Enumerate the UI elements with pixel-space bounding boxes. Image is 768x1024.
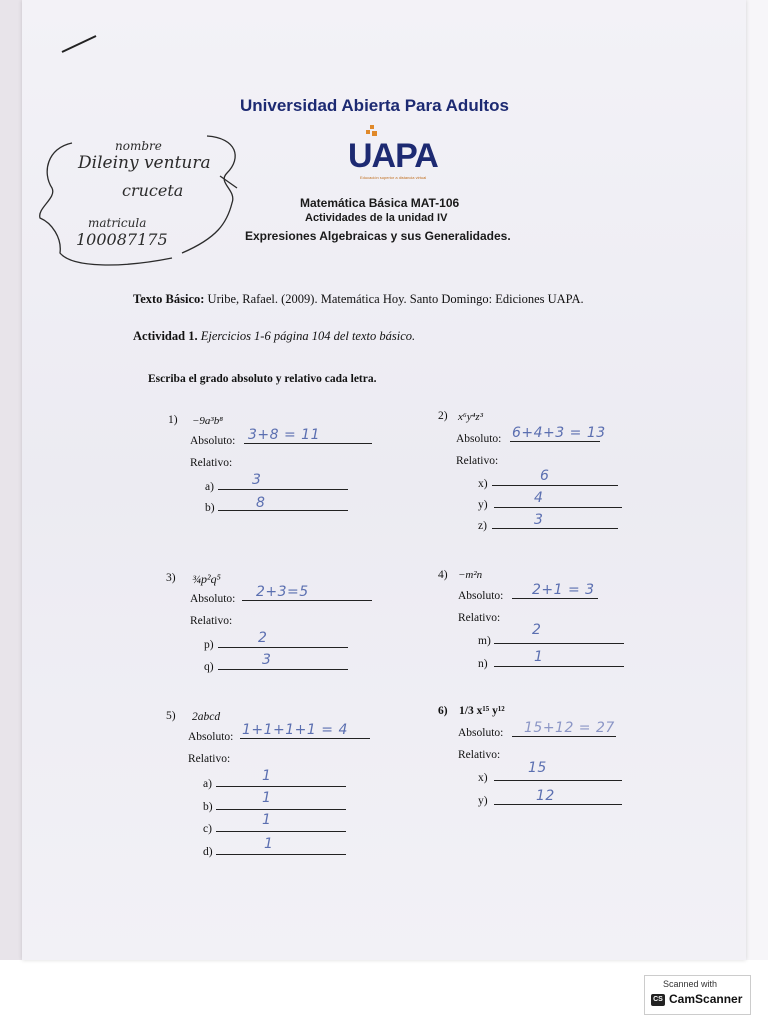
exercise-6-absoluto-label: Absoluto: [458, 727, 504, 739]
answer-line [242, 600, 372, 601]
answer-line [494, 666, 624, 667]
exercise-5-var-a-answer[interactable]: 1 [262, 768, 272, 784]
exercise-1-var-a: a) [205, 481, 214, 493]
exercise-2-absoluto-answer[interactable]: 6+4+3 = 13 [512, 425, 606, 441]
exercise-6-var-y-answer[interactable]: 12 [536, 788, 555, 804]
exercise-4-var-m-answer[interactable]: 2 [532, 622, 542, 638]
exercise-4-absoluto-label: Absoluto: [458, 590, 504, 602]
answer-line [512, 736, 616, 737]
texto-basico [133, 292, 584, 307]
exercise-2-number: 2) [438, 410, 448, 422]
exercise-2-absoluto-label: Absoluto: [456, 433, 502, 445]
exercise-3-absoluto-answer[interactable]: 2+3=5 [256, 584, 309, 600]
answer-line [494, 804, 622, 805]
actividad [133, 329, 415, 344]
exercise-2-var-z: z) [478, 520, 487, 532]
exercise-5-absoluto-answer[interactable]: 1+1+1+1 = 4 [242, 722, 348, 738]
exercise-1-var-b-answer[interactable]: 8 [256, 495, 266, 511]
exercise-5-var-d: d) [203, 846, 213, 858]
exercise-4-var-m: m) [478, 635, 491, 647]
answer-line [216, 786, 346, 787]
exercise-1-absoluto-label: Absoluto: [190, 435, 236, 447]
scanned-with-text: Scanned with [663, 979, 718, 989]
exercise-3-relativo-label: Relativo: [190, 615, 233, 627]
answer-line [218, 647, 348, 648]
exercise-5-absoluto-label: Absoluto: [188, 731, 234, 743]
student-name-2: cruceta [122, 181, 184, 200]
exercise-2-var-z-answer[interactable]: 3 [534, 512, 544, 528]
answer-line [494, 780, 622, 781]
course-title: Matemática Básica MAT-106 [300, 196, 460, 210]
exercise-5-var-b-answer[interactable]: 1 [262, 790, 272, 806]
unit-title: Actividades de la unidad IV [305, 212, 448, 224]
uapa-logo [346, 125, 446, 185]
answer-line [512, 598, 598, 599]
instruction: Escriba el grado absoluto y relativo cada letra. [148, 373, 377, 385]
answer-line [218, 510, 348, 511]
exercise-2-var-x: x) [478, 478, 488, 490]
answer-line [218, 669, 348, 670]
exercise-5-var-c-answer[interactable]: 1 [262, 812, 272, 828]
exercise-3-absoluto-label: Absoluto: [190, 593, 236, 605]
answer-line [494, 643, 624, 644]
answer-line [240, 738, 370, 739]
exercise-6-var-y: y) [478, 795, 488, 807]
answer-line [216, 809, 346, 810]
answer-line [216, 854, 346, 855]
university-title: Universidad Abierta Para Adultos [240, 96, 509, 115]
exercise-6-var-x-answer[interactable]: 15 [528, 760, 547, 776]
exercise-2-var-y: y) [478, 499, 488, 511]
exercise-4-var-n: n) [478, 658, 488, 670]
answer-line [492, 528, 618, 529]
exercise-5-var-a: a) [203, 778, 212, 790]
exercise-5-relativo-label: Relativo: [188, 753, 231, 765]
right-edge [746, 0, 768, 960]
texto-basico-label: Texto Básico: [133, 292, 205, 306]
topic-title: Expresiones Algebraicas y sus Generalidades. [245, 229, 511, 243]
exercise-3-number: 3) [166, 572, 176, 584]
exercise-2-expression: x⁶y⁴z³ [458, 411, 483, 423]
matricula-value: 100087175 [76, 230, 168, 249]
actividad-text: Ejercicios 1-6 página 104 del texto básico. [200, 329, 416, 343]
answer-line [492, 485, 618, 486]
exercise-1-number: 1) [168, 414, 178, 426]
answer-line [244, 443, 372, 444]
exercise-5-number: 5) [166, 710, 176, 722]
exercise-4-var-n-answer[interactable]: 1 [534, 649, 544, 665]
exercise-3-var-q: q) [204, 661, 214, 673]
answer-line [494, 507, 622, 508]
logo-text: UAPA [348, 137, 438, 175]
exercise-6-var-x: x) [478, 772, 488, 784]
exercise-4-number: 4) [438, 569, 448, 581]
camscanner-text: CamScanner [669, 992, 743, 1006]
exercise-1-var-a-answer[interactable]: 3 [252, 472, 262, 488]
exercise-5-expression: 2abcd [192, 711, 221, 723]
exercise-6-relativo-label: Relativo: [458, 749, 501, 761]
logo-tagline: Educación superior a distancia virtual [360, 175, 427, 180]
texto-basico-ref: Uribe, Rafael. (2009). Matemática Hoy. Santo Domingo: Ediciones UAPA. [207, 292, 584, 306]
camscanner-watermark [644, 975, 751, 1015]
exercise-5-var-b: b) [203, 801, 213, 813]
exercise-6-number: 6) [438, 705, 448, 717]
exercise-5-var-d-answer[interactable]: 1 [264, 836, 274, 852]
exercise-4-absoluto-answer[interactable]: 2+1 = 3 [532, 582, 595, 598]
exercise-4-relativo-label: Relativo: [458, 612, 501, 624]
student-name: Dileiny ventura [78, 153, 211, 173]
pen-mark [60, 32, 100, 54]
answer-line [510, 441, 600, 442]
exercise-1-relativo-label: Relativo: [190, 457, 233, 469]
exercise-4-expression: −m²n [458, 569, 483, 581]
exercise-6-absoluto-answer[interactable]: 15+12 = 27 [524, 720, 615, 736]
matricula-label: matricula [88, 216, 147, 230]
exercise-2-relativo-label: Relativo: [456, 455, 499, 467]
exercise-5-var-c: c) [203, 823, 212, 835]
answer-line [216, 831, 346, 832]
exercise-3-var-q-answer[interactable]: 3 [262, 652, 272, 668]
exercise-3-expression: ¾p²q⁵ [192, 572, 221, 586]
exercise-2-var-y-answer[interactable]: 4 [534, 490, 544, 506]
exercise-1-expression: −9a³b⁸ [192, 415, 224, 427]
exercise-1-var-b: b) [205, 502, 215, 514]
exercise-1-absoluto-answer[interactable]: 3+8 = 11 [248, 427, 320, 443]
exercise-2-var-x-answer[interactable]: 6 [540, 468, 550, 484]
actividad-label: Actividad 1. [133, 329, 198, 343]
exercise-3-var-p-answer[interactable]: 2 [258, 630, 268, 646]
nombre-label: nombre [115, 139, 162, 153]
camscanner-logo-icon: CS [651, 994, 665, 1006]
exercise-6-expression: 1/3 x¹⁵ y¹² [459, 705, 505, 717]
answer-line [218, 489, 348, 490]
left-edge [0, 0, 22, 960]
exercise-3-var-p: p) [204, 639, 214, 651]
